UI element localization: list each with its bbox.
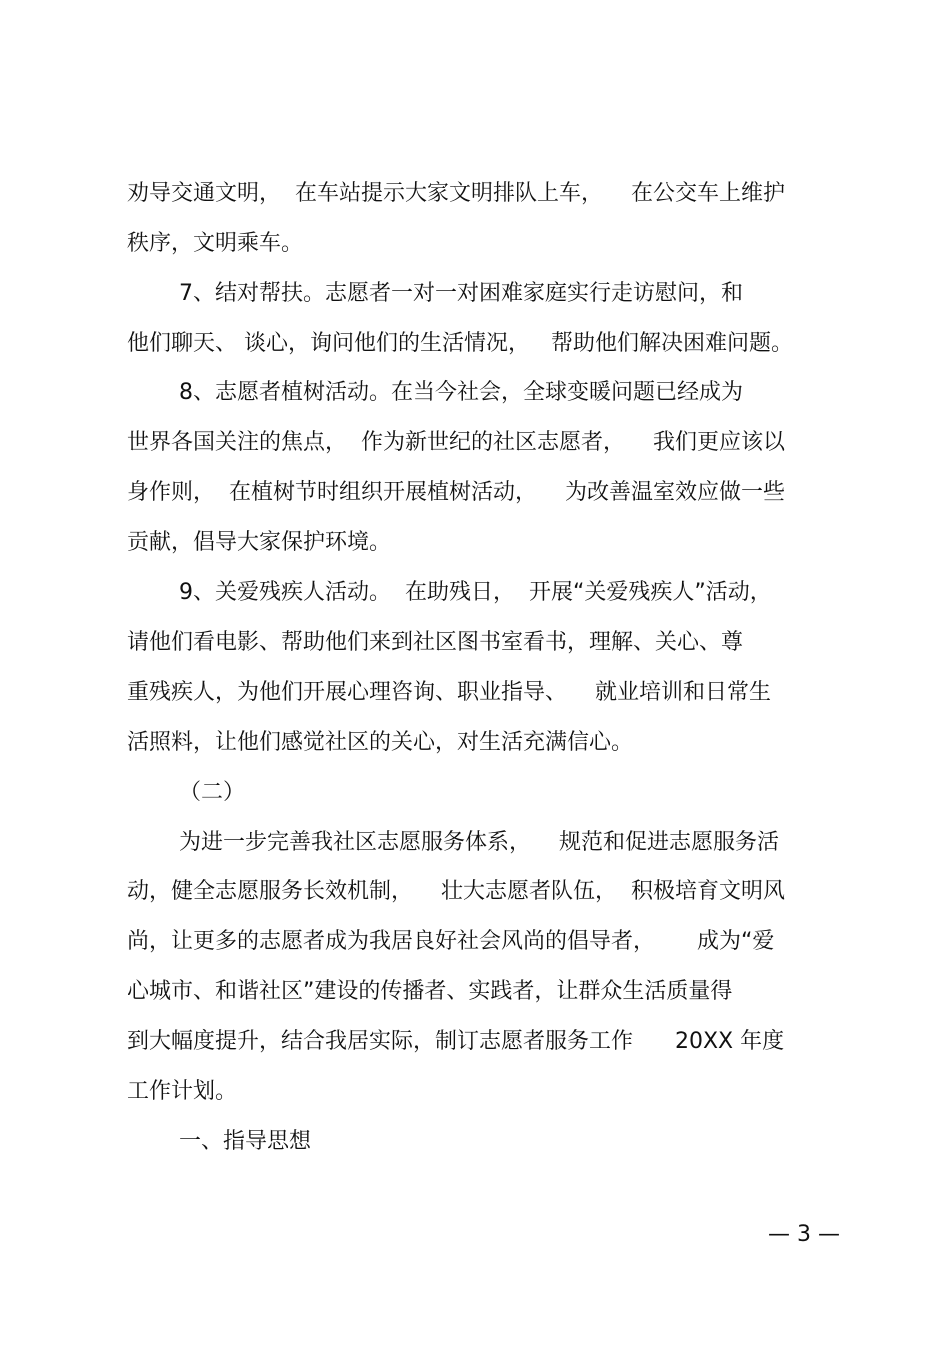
text-line: 到大幅度提升，结合我居实际，制订志愿者服务工作 20XX 年度 — [127, 1029, 785, 1054]
paragraph-start: 为进一步完善我社区志愿服务体系， 规范和促进志愿服务活 — [179, 830, 779, 855]
paragraph-start: 7、结对帮扶。志愿者一对一对困难家庭实行走访慰问，和 — [179, 281, 743, 306]
text-line: 请他们看电影、帮助他们来到社区图书室看书，理解、关心、尊 — [127, 630, 744, 655]
text-line: 重残疾人，为他们开展心理咨询、职业指导、 就业培训和日常生 — [127, 680, 771, 705]
text-line: 身作则， 在植树节时组织开展植树活动， 为改善温室效应做一些 — [127, 480, 785, 505]
page-number: — 3 — — [768, 1222, 840, 1247]
text-line: 世界各国关注的焦点， 作为新世纪的社区志愿者， 我们更应该以 — [127, 430, 785, 455]
text-line: 工作计划。 — [127, 1079, 238, 1104]
text-line: 心城市、和谐社区”建设的传播者、实践者，让群众生活质量得 — [127, 979, 733, 1004]
section-label: （二） — [179, 780, 246, 805]
text-line: 动，健全志愿服务长效机制， 壮大志愿者队伍， 积极培育文明风 — [127, 879, 785, 904]
text-line: 活照料，让他们感觉社区的关心，对生活充满信心。 — [127, 730, 634, 755]
text-line: 劝导交通文明， 在车站提示大家文明排队上车， 在公交车上维护 — [127, 181, 785, 206]
text-line: 他们聊天、 谈心，询问他们的生活情况， 帮助他们解决困难问题。 — [127, 331, 793, 356]
text-line: 贡献，倡导大家保护环境。 — [127, 530, 392, 555]
section-heading: 一、指导思想 — [179, 1129, 312, 1154]
paragraph-start: 8、志愿者植树活动。在当今社会，全球变暖问题已经成为 — [179, 380, 743, 405]
paragraph-start: 9、关爱残疾人活动。 在助残日， 开展“关爱残疾人”活动， — [179, 580, 772, 605]
text-line: 秩序，文明乘车。 — [127, 231, 304, 256]
text-line: 尚，让更多的志愿者成为我居良好社会风尚的倡导者， 成为“爱 — [127, 929, 775, 954]
